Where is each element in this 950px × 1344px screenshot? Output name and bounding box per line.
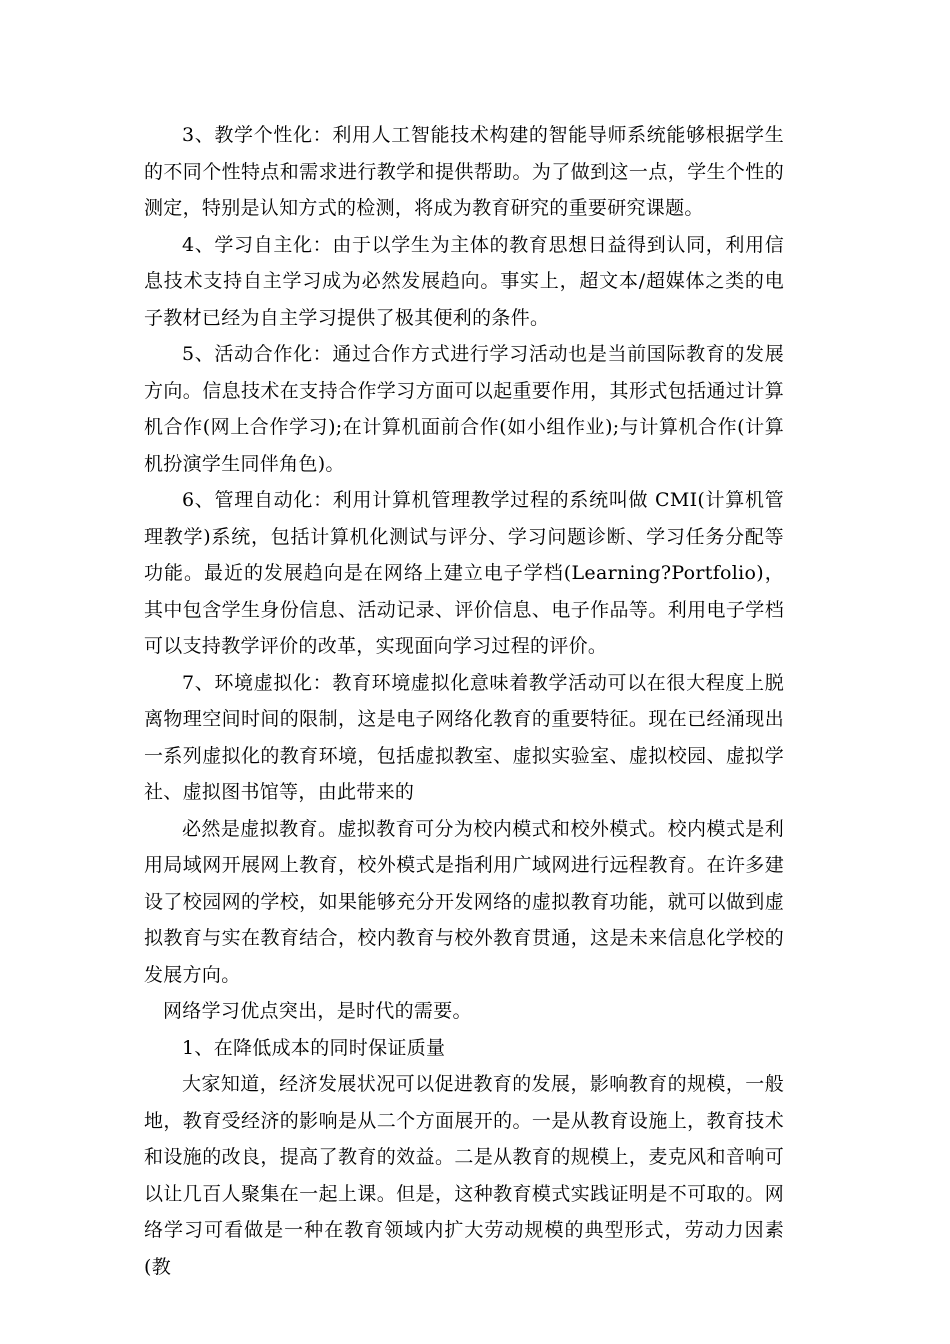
paragraph-online-learning-advantages: 网络学习优点突出，是时代的需要。 <box>163 1000 472 1022</box>
document-body <box>144 117 784 1285</box>
paragraph-heading-cost-quality: 1、在降低成本的同时保证质量 <box>182 1036 446 1059</box>
paragraph-personalized-teaching: 3、教学个性化：利用人工智能技术构建的智能导师系统能够根据学生的不同个性特点和需求进行教学和提供帮助。为了做到这一点，学生个性的测定，特别是认知方式的检测，将成为教育研究的重要研究课题。 <box>144 124 784 219</box>
paragraph-virtual-education: 必然是虚拟教育。虚拟教育可分为校内模式和校外模式。校内模式是利用局域网开展网上教育，校外模式是指利用广域网进行远程教育。在许多建设了校园网的学校，如果能够充分开发网络的虚拟教育功能，就可以做到虚拟教育与实在教育结合，校内教育与校外教育贯通，这是未来信息化学校的发展方向。 <box>144 817 784 986</box>
paragraph-virtual-environment: 7、环境虚拟化：教育环境虚拟化意味着教学活动可以在很大程度上脱离物理空间时间的限制，这是电子网络化教育的重要特征。现在已经涌现出一系列虚拟化的教育环境，包括虚拟教室、虚拟实验室、虚拟校园、虚拟学社、虚拟图书馆等，由此带来的 <box>144 671 784 803</box>
paragraph-cooperative-activity: 5、活动合作化：通过合作方式进行学习活动也是当前国际教育的发展方向。信息技术在支持合作学习方面可以起重要作用，其形式包括通过计算机合作(网上合作学习);在计算机面前合作(如小组作业);与计算机合作(计算机扮演学生同伴角色)。 <box>144 343 784 475</box>
paragraph-economy-education: 大家知道，经济发展状况可以促进教育的发展，影响教育的规模，一般地，教育受经济的影响是从二个方面展开的。一是从教育设施上，教育技术和设施的改良，提高了教育的效益。二是从教育的规模上，麦克风和音响可以让几百人聚集在一起上课。但是，这种教育模式实践证明是不可取的。网络学习可看做是一种在教育领域内扩大劳动规模的典型形式，劳动力因素(教 <box>144 1073 784 1278</box>
paragraph-autonomous-learning: 4、学习自主化：由于以学生为主体的教育思想日益得到认同，利用信息技术支持自主学习成为必然发展趋向。事实上，超文本/超媒体之类的电子教材已经为自主学习提供了极其便利的条件。 <box>144 233 784 329</box>
paragraph-automated-management: 6、管理自动化：利用计算机管理教学过程的系统叫做 CMI(计算机管理教学)系统，包括计算机化测试与评分、学习问题诊断、学习任务分配等功能。最近的发展趋向是在网络上建立电子学档(Learning?Portfolio)，其中包含学生身份信息、活动记录、评价信息、电子作品等。利用电子学档可以支持教学评价的改革，实现面向学习过程的评价。 <box>144 489 784 657</box>
